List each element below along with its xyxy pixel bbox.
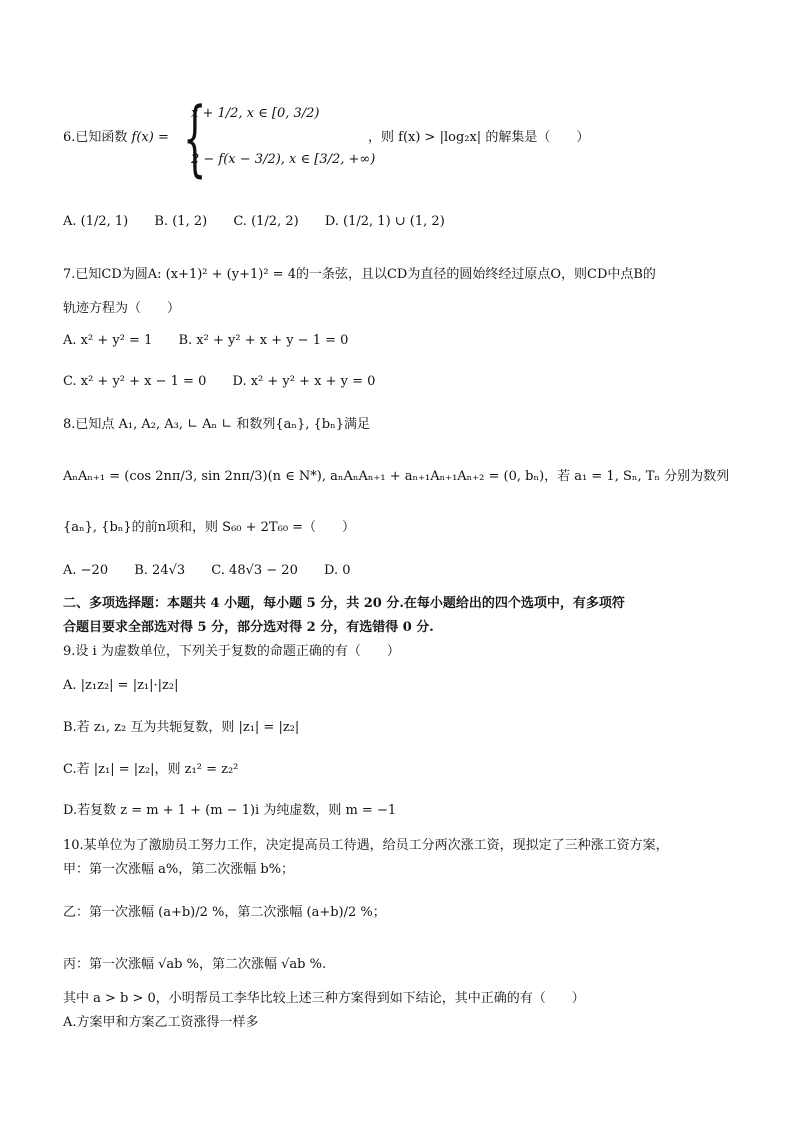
q7-options-row-1 xyxy=(63,331,370,351)
q6-function-name: f(x) = xyxy=(131,130,169,145)
q6-lead-text: 6.已知函数 xyxy=(63,130,128,145)
q8-vector-relation: AₙAₙ₊₁ = (cos 2nπ/3, sin 2nπ/3)(n ∈ N*), aₙAₙAₙ₊₁ + aₙ₊₁Aₙ₊₁Aₙ₊₂ = (0, bₙ) xyxy=(63,469,545,484)
q6-option-a: A. (1/2, 1) xyxy=(63,214,129,229)
q8-options xyxy=(63,561,372,581)
section-2-heading-line-2: 合题目要求全部选对得 5 分，部分选对得 2 分，有选错得 0 分. xyxy=(63,620,434,635)
q7-stem-line-2: 轨迹方程为（ ） xyxy=(63,301,181,316)
q8-option-d: D. 0 xyxy=(323,563,351,578)
q10-plan-yi: 乙：第一次涨幅 (a+b)/2 %，第二次涨幅 (a+b)/2 %； xyxy=(63,905,386,920)
q9-option-d: D.若复数 z = m + 1 + (m − 1)i 为纯虚数，则 m = −1 xyxy=(63,803,397,818)
q10-plan-jia: 甲：第一次涨幅 a%，第二次涨幅 b%； xyxy=(63,862,295,877)
q8-stem-line-2-tail: ，若 a₁ = 1, Sₙ, Tₙ 分别为数列 xyxy=(544,469,730,484)
q7-stem-line-1: 7.已知CD为圆A: (x+1)² + (y+1)² = 4的一条弦，且以CD为直径的圆始终经过原点O，则CD中点B的 xyxy=(63,267,656,282)
q8-option-a: A. −20 xyxy=(63,563,109,578)
q7-option-c: C. x² + y² + x − 1 = 0 xyxy=(63,374,207,389)
q8-stem-line-1: 8.已知点 A₁, A₂, A₃, ∟ Aₙ ∟ 和数列{aₙ}, {bₙ}满足 xyxy=(63,417,370,432)
q9-option-a: A. |z₁z₂| = |z₁|·|z₂| xyxy=(63,678,179,693)
q6-options xyxy=(63,212,467,232)
q7-option-a: A. x² + y² = 1 xyxy=(63,333,153,348)
q10-stem-line-1: 10.某单位为了激励员工努力工作，决定提高员工待遇，给员工分两次涨工资，现拟定了三种涨工资方案， xyxy=(63,838,669,853)
q7-option-b: B. x² + y² + x + y − 1 = 0 xyxy=(178,333,349,348)
q8-option-b: B. 24√3 xyxy=(134,563,186,578)
q8-option-c: C. 48√3 − 20 xyxy=(211,563,298,578)
q8-stem-line-2 xyxy=(63,467,729,487)
q6-option-b: B. (1, 2) xyxy=(154,214,208,229)
q6-option-c: C. (1/2, 2) xyxy=(233,214,299,229)
q8-stem-line-3: {aₙ}, {bₙ}的前n项和，则 S₆₀ + 2T₆₀ =（ ） xyxy=(63,520,356,535)
q7-options-row-2 xyxy=(63,372,397,392)
q6-case-1: x + 1/2, x ∈ [0, 3/2) xyxy=(191,106,320,121)
q9-option-c: C.若 |z₁| = |z₂|，则 z₁² = z₂² xyxy=(63,762,239,777)
q10-condition: 其中 a > b > 0，小明帮员工李华比较上述三种方案得到如下结论，其中正确的有（ ） xyxy=(63,991,585,1006)
q6-tail: ，则 f(x) > |log₂x| 的解集是（ ） xyxy=(368,130,590,145)
section-2-heading-line-1: 二、多项选择题：本题共 4 小题，每小题 5 分，共 20 分.在每小题给出的四个选项中，有多项符 xyxy=(63,596,625,611)
q10-option-a: A.方案甲和方案乙工资涨得一样多 xyxy=(63,1015,259,1030)
q6-option-d: D. (1/2, 1) ∪ (1, 2) xyxy=(324,214,445,229)
q9-stem: 9.设 i 为虚数单位，下列关于复数的命题正确的有（ ） xyxy=(63,644,400,659)
q6-case-2: 2 − f(x − 3/2), x ∈ [3/2, +∞) xyxy=(191,152,376,167)
q7-option-d: D. x² + y² + x + y = 0 xyxy=(232,374,376,389)
left-brace-icon: { xyxy=(183,91,207,186)
q10-plan-bing: 丙：第一次涨幅 √ab %，第二次涨幅 √ab %. xyxy=(63,957,327,972)
q6-lead xyxy=(63,128,169,148)
q9-option-b: B.若 z₁, z₂ 互为共轭复数，则 |z₁| = |z₂| xyxy=(63,720,300,735)
